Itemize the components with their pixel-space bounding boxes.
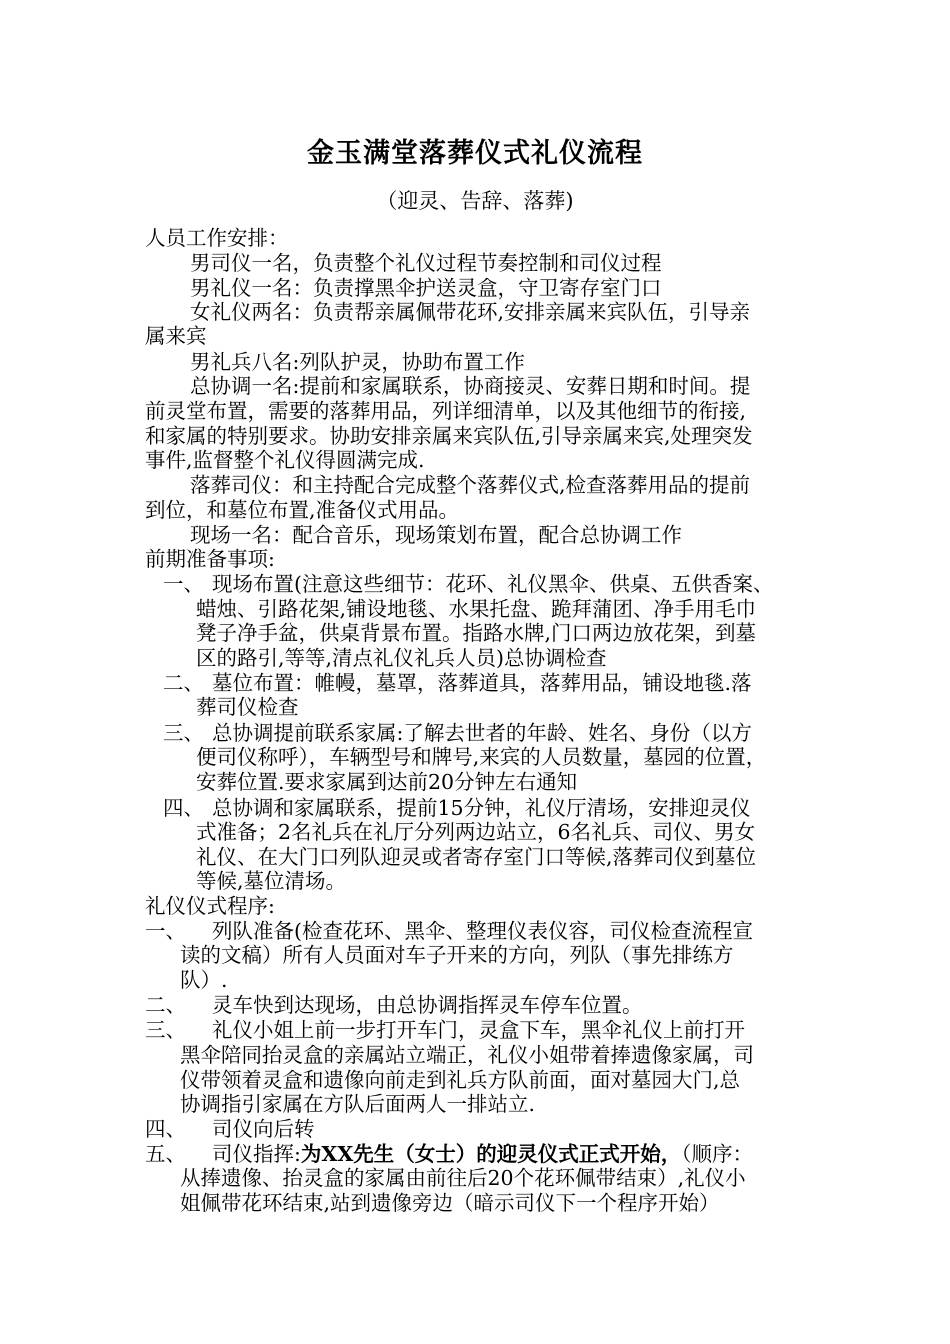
procedure-item-first-line xyxy=(212,1142,753,1166)
procedure-item-number: 五、 xyxy=(145,1142,186,1166)
procedure-item-line: 列队准备(检查花环、黑伞、整理仪表仪容，司仪检查流程宣 xyxy=(212,919,753,943)
prep-item-line: 安葬位置.要求家属到达前20分钟左右通知 xyxy=(196,770,578,794)
prep-item-line: 凳子净手盆，供桌背景布置。指路水牌,门口两边放花架，到墓 xyxy=(196,621,757,645)
staff-line: 属来宾 xyxy=(145,324,207,348)
procedure-item-number: 四、 xyxy=(145,1117,186,1141)
prep-heading: 前期准备事项: xyxy=(145,547,275,571)
procedure-item-line: 从捧遗像、抬灵盒的家属由前往后20个花环佩带结束）,礼仪小 xyxy=(180,1166,746,1190)
procedure-item-number: 一、 xyxy=(145,919,186,943)
staff-line: 现场一名：配合音乐，现场策划布置，配合总协调工作 xyxy=(190,523,682,547)
prep-item-line: 蜡烛、引路花架,铺设地毯、水果托盘、跪拜蒲团、净手用毛巾 xyxy=(196,597,757,621)
procedure-item-line: 礼仪小姐上前一步打开车门，灵盒下车，黑伞礼仪上前打开 xyxy=(212,1018,745,1042)
procedure-item-line: 司仪向后转 xyxy=(212,1117,315,1141)
staff-line: 落葬司仪：和主持配合完成整个落葬仪式,检查落葬用品的提前 xyxy=(190,473,751,497)
procedure-item-line: 灵车快到达现场，由总协调指挥灵车停车位置。 xyxy=(212,993,643,1017)
prep-item-line: 总协调和家属联系，提前15分钟，礼仪厅清场，安排迎灵仪 xyxy=(212,796,751,820)
procedure-item-line: 仪带领着灵盒和遗像向前走到礼兵方队前面，面对墓园大门,总 xyxy=(180,1068,741,1092)
staff-line: 到位，和墓位布置,准备仪式用品。 xyxy=(145,498,460,522)
prep-item-line: 等候,墓位清场。 xyxy=(196,869,347,893)
procedure-item-line: 姐佩带花环结束,站到遗像旁边（暗示司仪下一个程序开始） xyxy=(180,1191,720,1215)
prep-item-line: 葬司仪检查 xyxy=(196,695,299,719)
procedure-item-emphasis: 为XX先生（女士）的迎灵仪式正式开始， xyxy=(300,1142,682,1166)
procedure-item-number: 三、 xyxy=(145,1018,186,1042)
prep-item-number: 三、 xyxy=(163,721,204,745)
document-title: 金玉满堂落葬仪式礼仪流程 xyxy=(307,138,643,169)
prep-item-line: 总协调提前联系家属:了解去世者的年龄、姓名、身份（以方 xyxy=(212,721,752,745)
procedure-item-line: 协调指引家属在方队后面两人一排站立. xyxy=(180,1092,536,1116)
procedure-item-line: 黑伞陪同抬灵盒的亲属站立端正，礼仪小姐带着捧遗像家属，司 xyxy=(180,1043,754,1067)
document-subtitle: （迎灵、告辞、落葬) xyxy=(376,189,574,213)
staff-line: 女礼仪两名：负责帮亲属佩带花环,安排亲属来宾队伍，引导亲 xyxy=(190,300,751,324)
prep-item-line: 礼仪、在大门口列队迎灵或者寄存室门口等候,落葬司仪到墓位 xyxy=(196,845,757,869)
staff-line: 总协调一名:提前和家属联系，协商接灵、安葬日期和时间。提 xyxy=(190,374,751,398)
staff-line: 前灵堂布置，需要的落葬用品，列详细清单，以及其他细节的衔接, xyxy=(145,399,747,423)
prep-item-line: 墓位布置：帷幔，墓罩，落葬道具，落葬用品，铺设地毯.落 xyxy=(212,671,752,695)
prep-item-line: 便司仪称呼），车辆型号和牌号,来宾的人员数量，墓园的位置， xyxy=(196,745,767,769)
staff-line: 和家属的特别要求。协助安排亲属来宾队伍,引导亲属来宾,处理突发 xyxy=(145,424,753,448)
prep-item-line: 区的路引,等等,清点礼仪礼兵人员)总协调检查 xyxy=(196,646,607,670)
staff-heading: 人员工作安排： xyxy=(145,226,289,250)
procedure-item-number: 二、 xyxy=(145,993,186,1017)
staff-line: 事件,监督整个礼仪得圆满完成. xyxy=(145,448,425,472)
staff-line: 男司仪一名，负责整个礼仪过程节奏控制和司仪过程 xyxy=(190,251,662,275)
prep-item-number: 四、 xyxy=(163,796,204,820)
prep-item-number: 一、 xyxy=(163,572,204,596)
procedure-item-prefix: 司仪指挥: xyxy=(212,1142,301,1166)
procedure-item-line: 队）. xyxy=(180,968,228,992)
prep-item-line: 式准备；2名礼兵在礼厅分列两边站立，6名礼兵、司仪、男女 xyxy=(196,820,756,844)
prep-item-line: 现场布置(注意这些细节：花环、礼仪黑伞、供桌、五供香案、 xyxy=(212,572,774,596)
procedure-item-line: 读的文稿）所有人员面对车子开来的方向，列队（事先排练方 xyxy=(180,943,734,967)
procedure-item-suffix: （顺序： xyxy=(681,1142,753,1166)
procedure-heading: 礼仪仪式程序: xyxy=(145,894,275,918)
prep-item-number: 二、 xyxy=(163,671,204,695)
staff-line: 男礼兵八名:列队护灵，协助布置工作 xyxy=(190,350,525,374)
staff-line: 男礼仪一名：负责撑黑伞护送灵盒，守卫寄存室门口 xyxy=(190,276,662,300)
